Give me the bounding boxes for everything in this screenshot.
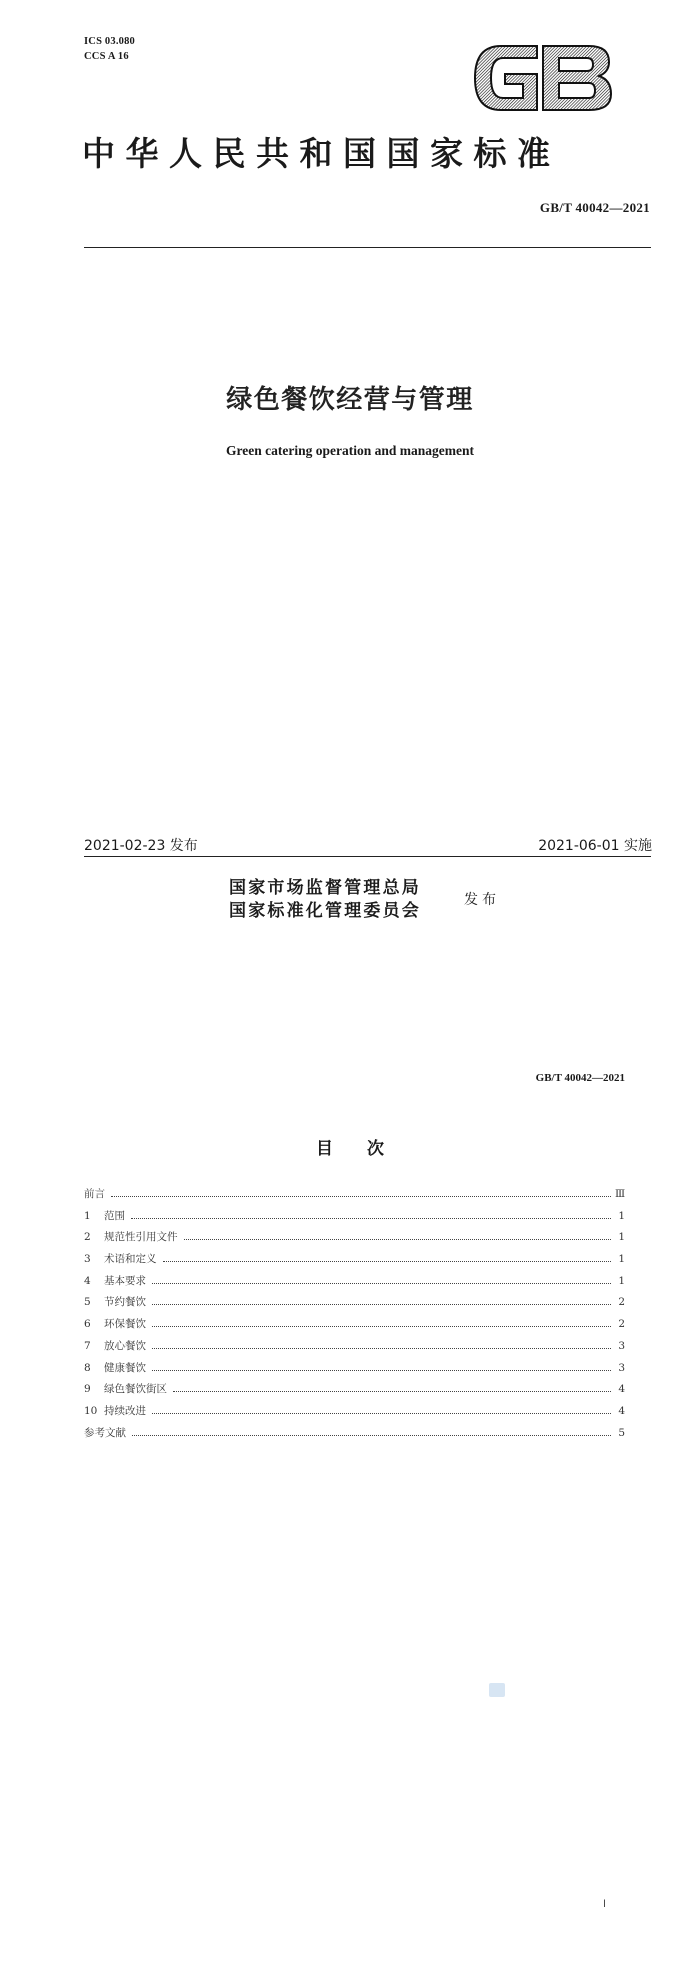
toc-item-page: 5 xyxy=(618,1426,625,1439)
toc-item-label: 持续改进 xyxy=(104,1404,146,1417)
ics-ccs-block xyxy=(84,34,135,64)
toc-header-code: GB/T 40042—2021 xyxy=(535,1072,625,1084)
toc-item-page: 1 xyxy=(618,1274,625,1287)
toc-item-10[interactable] xyxy=(84,1403,625,1425)
national-standard-title: 中华人民共和国国家标准 xyxy=(82,134,561,173)
toc-leader-dots xyxy=(152,1413,611,1414)
toc-item-number: 6 xyxy=(84,1318,91,1331)
toc-item-label: 规范性引用文件 xyxy=(104,1231,178,1244)
toc-title: 目次 xyxy=(316,1139,418,1159)
toc-item-page: 4 xyxy=(618,1404,625,1417)
toc-item-number: 10 xyxy=(84,1404,98,1417)
toc-item-8[interactable] xyxy=(84,1360,625,1382)
toc-item-9[interactable] xyxy=(84,1381,625,1403)
toc-item-label: 节约餐饮 xyxy=(104,1296,146,1309)
toc-item-label: 放心餐饮 xyxy=(104,1339,146,1352)
toc-item-page: 2 xyxy=(618,1296,625,1309)
toc-item-label: 健康餐饮 xyxy=(104,1361,146,1374)
ccs-code: CCS A 16 xyxy=(84,51,129,62)
toc-item-label: 环保餐饮 xyxy=(104,1318,146,1331)
toc-item-bibliography[interactable] xyxy=(84,1425,625,1447)
watermark-stamp xyxy=(489,1683,505,1697)
toc-item-page: 3 xyxy=(618,1361,625,1374)
toc-item-label: 基本要求 xyxy=(104,1274,146,1287)
publish-date: 2021-02-23 发布 xyxy=(84,838,198,854)
toc-item-label: 绿色餐饮街区 xyxy=(104,1383,167,1396)
toc-item-5[interactable] xyxy=(84,1294,625,1316)
toc-item-page: 1 xyxy=(618,1253,625,1266)
toc-item-number: 7 xyxy=(84,1339,91,1352)
toc-leader-dots xyxy=(163,1261,612,1262)
standard-code: GB/T 40042—2021 xyxy=(539,200,650,215)
toc-item-label: 参考文献 xyxy=(84,1426,126,1439)
toc-item-4[interactable] xyxy=(84,1273,625,1295)
toc-item-page: 2 xyxy=(618,1318,625,1331)
toc-leader-dots xyxy=(173,1391,611,1392)
toc-leader-dots xyxy=(152,1348,611,1349)
toc-item-number: 1 xyxy=(84,1209,91,1222)
toc-item-label: 范围 xyxy=(104,1209,125,1222)
implement-date: 2021-06-01 实施 xyxy=(538,838,652,854)
toc-item-number: 4 xyxy=(84,1274,91,1287)
issuer-samr: 国家市场监督管理总局 xyxy=(229,878,421,898)
toc-leader-dots xyxy=(111,1196,611,1197)
toc-item-number: 3 xyxy=(84,1253,91,1266)
page-number: Ⅰ xyxy=(603,1899,606,1910)
toc-item-page: 1 xyxy=(618,1209,625,1222)
toc-leader-dots xyxy=(132,1435,611,1436)
gb-logo xyxy=(471,40,613,116)
document-title-en: Green catering operation and management xyxy=(226,443,474,458)
issue-label: 发布 xyxy=(464,892,500,908)
toc-item-number: 5 xyxy=(84,1296,91,1309)
toc-leader-dots xyxy=(152,1370,611,1371)
date-divider xyxy=(84,856,651,857)
toc-item-foreword[interactable] xyxy=(84,1186,625,1208)
toc-item-number: 9 xyxy=(84,1383,91,1396)
document-title-cn: 绿色餐饮经营与管理 xyxy=(226,385,474,415)
issuer-sac: 国家标准化管理委员会 xyxy=(229,901,421,921)
ics-code: ICS 03.080 xyxy=(84,36,136,47)
toc-leader-dots xyxy=(131,1218,611,1219)
toc-item-3[interactable] xyxy=(84,1251,625,1273)
toc-item-page: 4 xyxy=(618,1383,625,1396)
issuing-authorities xyxy=(229,877,421,923)
toc-list xyxy=(84,1186,625,1446)
toc-item-6[interactable] xyxy=(84,1316,625,1338)
toc-item-label: 术语和定义 xyxy=(104,1253,157,1266)
toc-item-7[interactable] xyxy=(84,1338,625,1360)
toc-leader-dots xyxy=(184,1239,612,1240)
toc-item-2[interactable] xyxy=(84,1229,625,1251)
toc-item-page: Ⅲ xyxy=(615,1188,626,1200)
header-divider xyxy=(84,247,651,248)
toc-leader-dots xyxy=(152,1283,611,1284)
toc-item-page: 3 xyxy=(618,1339,625,1352)
toc-item-number: 8 xyxy=(84,1361,91,1374)
toc-item-number: 2 xyxy=(84,1231,91,1244)
toc-item-page: 1 xyxy=(618,1231,625,1244)
toc-leader-dots xyxy=(152,1326,611,1327)
toc-item-1[interactable] xyxy=(84,1208,625,1230)
toc-leader-dots xyxy=(152,1304,611,1305)
toc-item-label: 前言 xyxy=(84,1188,105,1200)
